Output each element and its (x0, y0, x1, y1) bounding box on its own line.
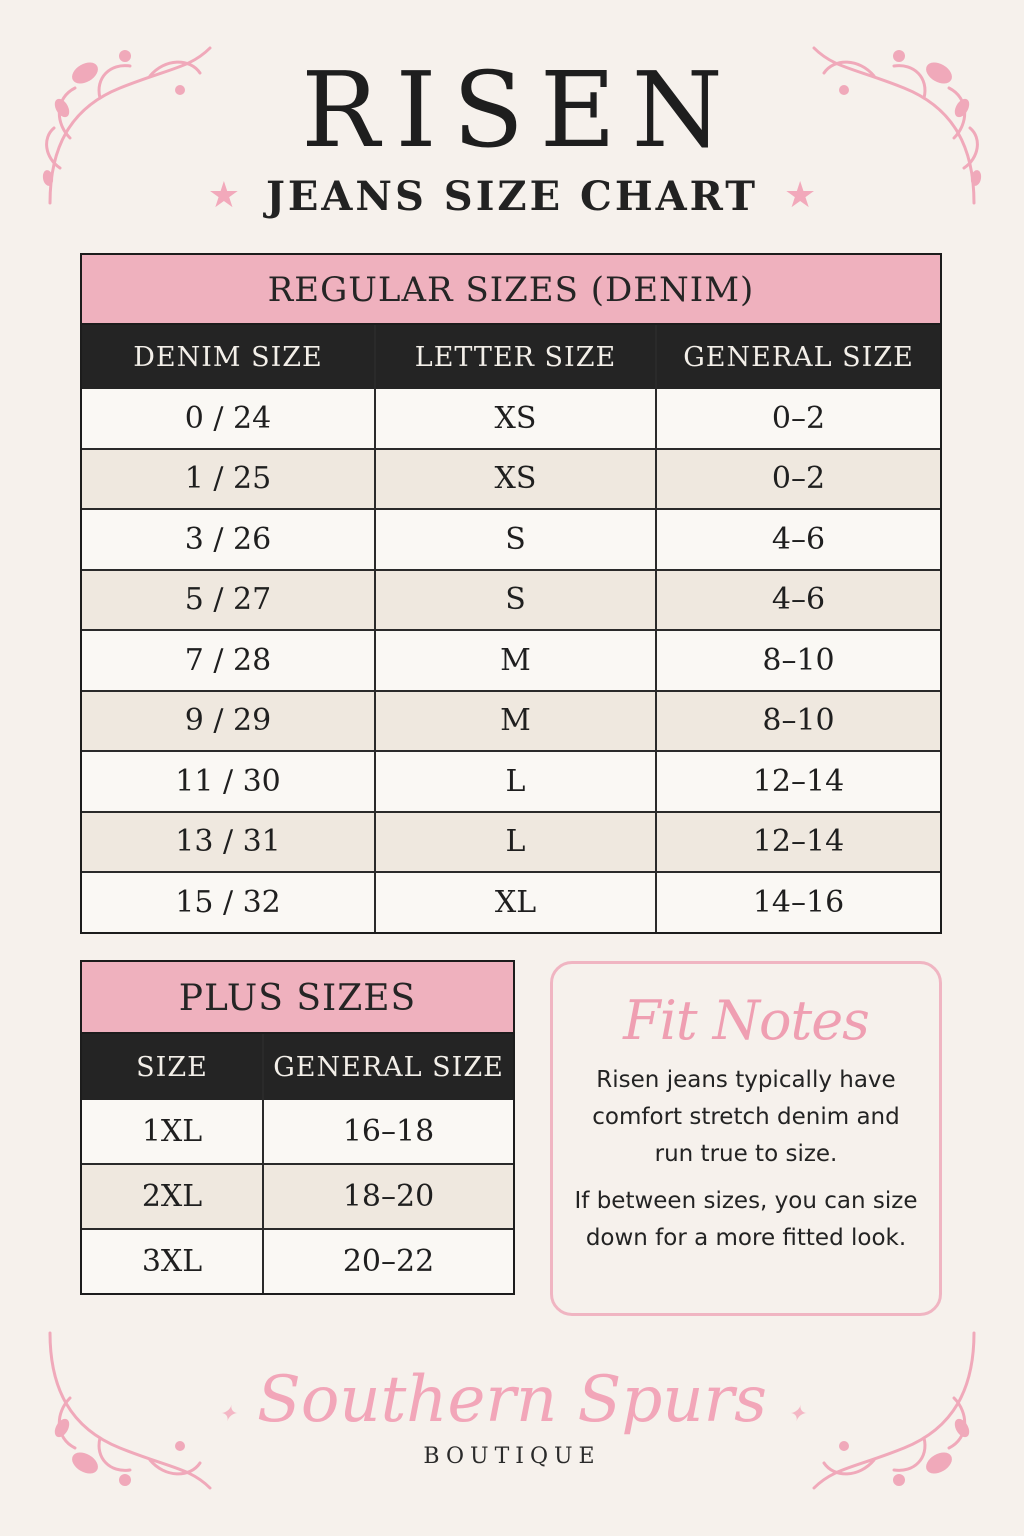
general-size-cell: 0–2 (655, 450, 940, 509)
star-icon: ★ (784, 175, 817, 216)
letter-size-cell: S (374, 510, 655, 569)
general-size-cell: 8–10 (655, 692, 940, 751)
star-icon: ★ (207, 175, 240, 216)
column-header-letter-size: LETTER SIZE (374, 325, 655, 389)
column-header-denim-size: DENIM SIZE (133, 341, 323, 373)
general-size-cell: 18–20 (262, 1165, 513, 1228)
boutique-logo-script (0, 1360, 1024, 1455)
denim-size-cell: 0 / 24 (184, 400, 272, 436)
sparkle-icon: ✦ (218, 1402, 237, 1427)
fit-notes-title: Fit Notes (623, 989, 869, 1052)
plus-table-body (82, 1100, 513, 1293)
table-row (82, 1228, 513, 1293)
denim-size-cell: 1 / 25 (184, 461, 272, 497)
plus-size-cell: 1XL (141, 1114, 203, 1149)
chart-subtitle: JEANS SIZE CHART (265, 172, 758, 220)
denim-size-cell: 7 / 28 (184, 642, 272, 678)
boutique-name: Southern Spurs (256, 1363, 768, 1437)
sparkle-icon: ✦ (787, 1402, 806, 1427)
plus-size-cell: 2XL (141, 1179, 203, 1214)
denim-size-cell: 13 / 31 (175, 824, 281, 860)
table-row (82, 750, 940, 811)
column-header-general-size: GENERAL SIZE (262, 1034, 513, 1100)
general-size-cell: 16–18 (262, 1100, 513, 1163)
table-row (82, 690, 940, 751)
letter-size-cell: XS (374, 389, 655, 448)
plus-size-cell: 3XL (141, 1244, 203, 1279)
general-size-cell: 12–14 (655, 813, 940, 872)
table-row (82, 629, 940, 690)
denim-size-cell: 5 / 27 (184, 582, 272, 618)
fit-note-text: If between sizes, you can size down for a more fitted look. (574, 1188, 918, 1251)
boutique-subtitle: BOUTIQUE (423, 1444, 601, 1469)
general-size-cell: 4–6 (655, 510, 940, 569)
letter-size-cell: XL (374, 873, 655, 932)
letter-size-cell: L (374, 752, 655, 811)
general-size-cell: 0–2 (655, 389, 940, 448)
general-size-cell: 20–22 (262, 1230, 513, 1293)
table-row (82, 1100, 513, 1163)
general-size-cell: 12–14 (655, 752, 940, 811)
column-header-size: SIZE (136, 1051, 208, 1083)
plus-table-header (82, 1034, 513, 1100)
denim-size-cell: 15 / 32 (175, 884, 281, 920)
letter-size-cell: M (374, 692, 655, 751)
fit-notes-card (550, 961, 942, 1316)
general-size-cell: 14–16 (655, 873, 940, 932)
denim-size-cell: 9 / 29 (184, 703, 272, 739)
regular-sizes-table (80, 253, 942, 934)
fit-note-text: Risen jeans typically have comfort stretch denim and run true to size. (592, 1067, 900, 1167)
general-size-cell: 8–10 (655, 631, 940, 690)
brand-title: RISEN (301, 49, 739, 171)
table-row (82, 389, 940, 448)
table-row (82, 871, 940, 932)
table-row (82, 448, 940, 509)
table-row (82, 508, 940, 569)
table-row (82, 569, 940, 630)
letter-size-cell: L (374, 813, 655, 872)
general-size-cell: 4–6 (655, 571, 940, 630)
regular-table-body (82, 389, 940, 932)
letter-size-cell: XS (374, 450, 655, 509)
regular-sizes-title: REGULAR SIZES (DENIM) (82, 255, 940, 325)
denim-size-cell: 11 / 30 (175, 763, 281, 799)
denim-size-cell: 3 / 26 (184, 521, 272, 557)
letter-size-cell: M (374, 631, 655, 690)
table-row (82, 1163, 513, 1228)
plus-sizes-title: PLUS SIZES (82, 962, 513, 1034)
table-row (82, 811, 940, 872)
subtitle-row (0, 168, 1024, 224)
regular-table-header (82, 325, 940, 389)
column-header-general-size: GENERAL SIZE (655, 325, 940, 389)
letter-size-cell: S (374, 571, 655, 630)
plus-sizes-table (80, 960, 515, 1295)
